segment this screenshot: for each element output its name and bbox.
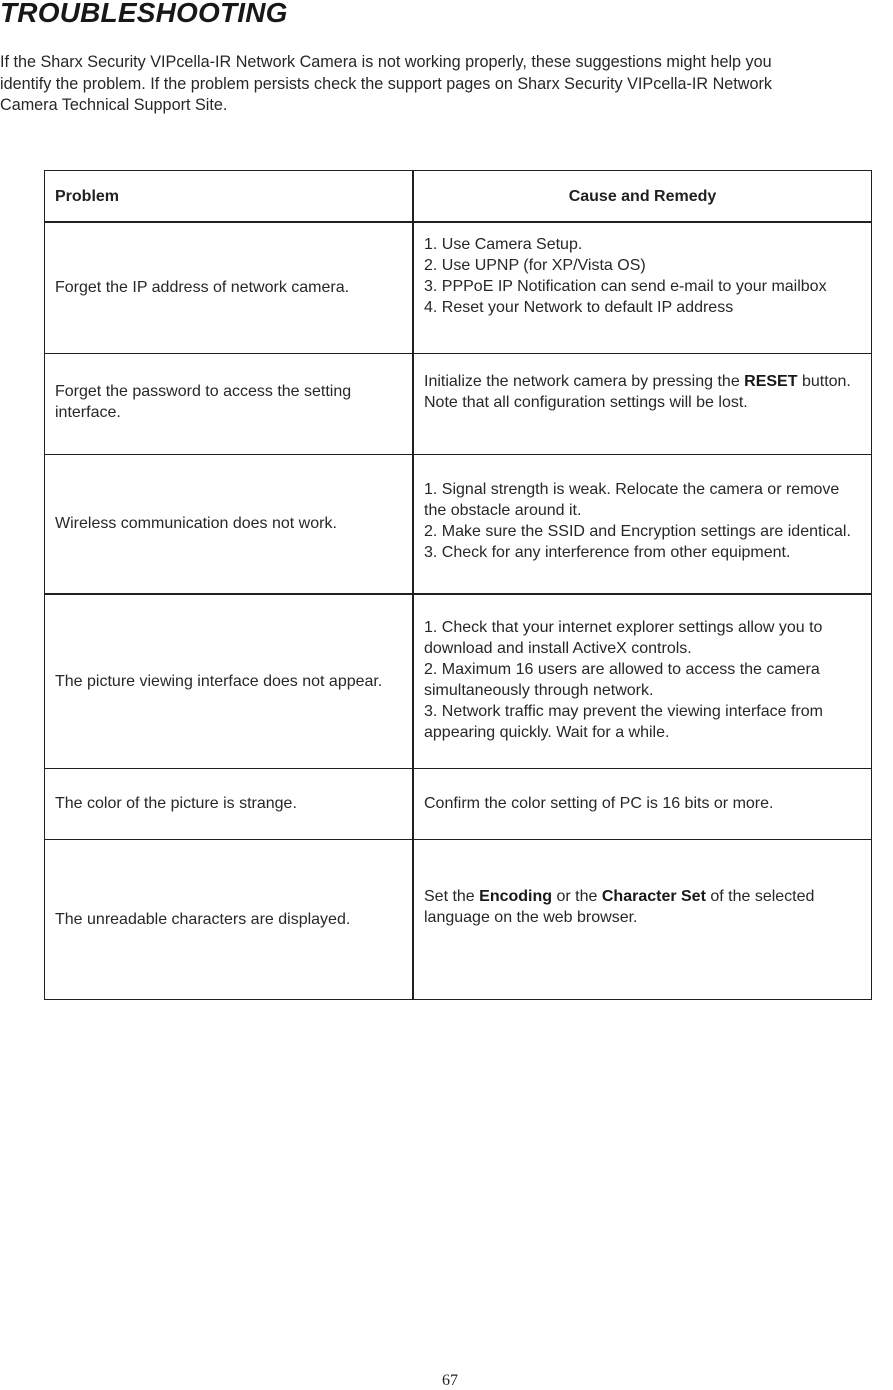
remedy-text: Set the bbox=[424, 887, 480, 905]
problem-cell: The color of the picture is strange. bbox=[45, 768, 414, 839]
intro-line: Camera Technical Support Site. bbox=[0, 96, 228, 114]
header-problem: Problem bbox=[45, 171, 414, 223]
remedy-text: Initialize the network camera by pressing the bbox=[424, 372, 745, 390]
page-title: TROUBLESHOOTING bbox=[0, 0, 288, 28]
remedy-line: 3. PPPoE IP Notification can send e-mail to your mailbox bbox=[424, 278, 827, 295]
table-row bbox=[45, 454, 872, 594]
table-row bbox=[45, 353, 872, 454]
troubleshooting-table bbox=[44, 170, 872, 1000]
table-header-row bbox=[45, 171, 872, 223]
remedy-cell bbox=[413, 454, 872, 594]
character-set-keyword: Character Set bbox=[601, 887, 706, 905]
table-row bbox=[45, 594, 872, 768]
remedy-line: 4. Reset your Network to default IP address bbox=[424, 299, 734, 316]
intro-paragraph bbox=[0, 52, 893, 117]
remedy-cell bbox=[413, 594, 872, 768]
encoding-keyword: Encoding bbox=[479, 887, 553, 905]
table-row bbox=[45, 222, 872, 353]
problem-cell: Wireless communication does not work. bbox=[45, 454, 414, 594]
remedy-line: 2. Use UPNP (for XP/Vista OS) bbox=[424, 257, 646, 274]
intro-line: identify the problem. If the problem persists check the support pages on Sharx Security VIPcella-IR Network bbox=[0, 74, 772, 93]
intro-line: If the Sharx Security VIPcella-IR Network Camera is not working properly, these suggestions might help you bbox=[0, 53, 772, 71]
page-number: 67 bbox=[442, 1372, 458, 1389]
remedy-cell bbox=[413, 353, 872, 454]
remedy-text: button. Note that all configuration settings will be lost. bbox=[424, 372, 851, 411]
remedy-cell bbox=[413, 839, 872, 999]
remedy-line: 3. Check for any interference from other equipment. bbox=[424, 543, 791, 561]
problem-cell: The picture viewing interface does not appear. bbox=[45, 594, 414, 768]
remedy-text: of the selected language on the web browser. bbox=[424, 887, 815, 926]
problem-cell: The unreadable characters are displayed. bbox=[45, 839, 414, 999]
reset-keyword: RESET bbox=[744, 372, 798, 390]
remedy-line: 2. Maximum 16 users are allowed to access the camera simultaneously through network. bbox=[424, 661, 820, 699]
remedy-cell bbox=[413, 222, 872, 353]
table-row bbox=[45, 768, 872, 839]
problem-cell: Forget the password to access the setting interface. bbox=[45, 353, 414, 454]
problem-cell: Forget the IP address of network camera. bbox=[45, 222, 414, 353]
remedy-line: 1. Use Camera Setup. bbox=[424, 236, 583, 253]
remedy-line: 3. Network traffic may prevent the viewing interface from appearing quickly. Wait for a while. bbox=[424, 703, 823, 741]
remedy-line: 1. Check that your internet explorer settings allow you to download and install ActiveX controls. bbox=[424, 619, 823, 657]
remedy-line: 1. Signal strength is weak. Relocate the camera or remove the obstacle around it. bbox=[424, 480, 840, 519]
table-row bbox=[45, 839, 872, 999]
remedy-line: 2. Make sure the SSID and Encryption settings are identical. bbox=[424, 522, 851, 540]
header-cause-and-remedy: Cause and Remedy bbox=[413, 171, 872, 223]
remedy-cell: Confirm the color setting of PC is 16 bits or more. bbox=[413, 768, 872, 839]
remedy-text: or the bbox=[552, 887, 602, 905]
